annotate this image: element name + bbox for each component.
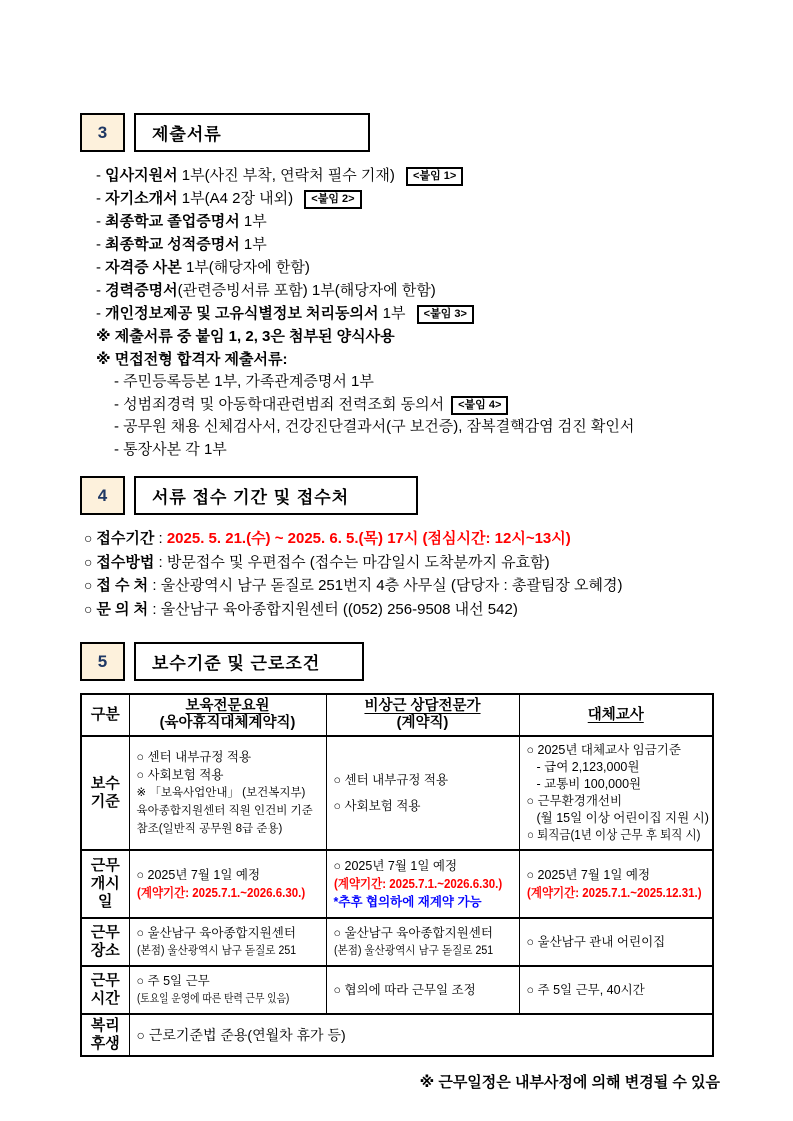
dash: - [96,167,106,184]
cell-line: ○ 협의에 따라 근무일 조정 [333,983,476,997]
item-detail: (관련증빙서류 포함) 1부(해당자에 한함) [177,282,436,299]
place-cell-counselor [326,918,519,966]
row-label-start-date [81,850,129,918]
cell-line: ○ 사회보험 적용 [333,799,421,813]
column-title: 보육전문요원 [185,698,270,714]
row-label-pay [81,736,129,850]
row-label-work-place [81,918,129,966]
list-item [96,256,720,279]
separator: : [154,553,167,571]
label-line: 개시 [90,875,120,892]
cell-line: ○ 울산남구 관내 어린이집 [526,935,666,949]
cell-line: ○ 근로기준법 준용(연월차 휴가 등) [136,1027,346,1043]
reception-place-value: 울산광역시 남구 돋질로 251번지 4층 사무실 (담당자 : 총괄팀장 오혜경) [160,577,623,594]
list-item: - 공무원 채용 신체검사서, 건강진단결과서(구 보건증), 잠복결핵감염 검진 확인서 [114,418,635,435]
list-item [96,187,720,210]
cell-line: ○ 근무환경개선비 [526,794,623,808]
section-4-title: 서류 접수 기간 및 접수처 [134,476,418,515]
cell-line: ○ 2025년 7월 1일 예정 [333,859,458,873]
label-line: 보수 [90,775,120,792]
section-4-header [80,476,720,515]
reception-period-row [84,527,720,551]
section-3-header [80,113,720,152]
cell-line: (토요일 운영에 따른 탄력 근무 있음) [136,993,289,1005]
label-line: 근무 [90,857,120,874]
circle-bullet: ○ [84,577,97,593]
item-detail: 1부 [239,236,267,253]
label-line: 근무 [90,972,120,989]
note-attached-forms: ※ 제출서류 중 붙임 1, 2, 3은 첨부된 양식사용 [96,328,395,345]
place-cell-childcare-specialist [129,918,326,966]
work-place-row [81,918,713,966]
section-5-number-badge: 5 [80,642,125,681]
contract-period: (계약기간: 2025.7.1.~2026.6.30.) [136,886,305,900]
item-label: 최종학교 성적증명서 [105,236,240,253]
section-5-header [80,642,720,681]
dash: - [96,305,106,322]
welfare-cell [129,1014,713,1056]
cell-line: ○ 2025년 7월 1일 예정 [136,868,261,882]
cell-line: (월 15일 이상 어린이집 지원 시) [536,811,709,825]
row-label: 접 수 처 [96,577,149,594]
contract-period: (계약기간: 2025.7.1.~2025.12.31.) [526,886,702,900]
row-label-work-hours [81,966,129,1014]
column-subtitle: (계약직) [396,715,449,731]
list-item [96,164,720,187]
column-header-childcare-specialist [129,694,326,736]
column-subtitle: (육아휴직대체계약직) [159,715,296,731]
row-label-welfare [81,1014,129,1056]
cell-line: ○ 센터 내부규정 적용 [333,773,449,787]
note-interview-passers: ※ 면접전형 합격자 제출서류: [96,351,288,368]
reception-place-row [84,574,720,598]
schedule-change-note: ※ 근무일정은 내부사정에 의해 변경될 수 있음 [419,1074,720,1091]
item-label: 개인정보제공 및 고유식별정보 처리동의서 [105,305,379,322]
start-date-row [81,850,713,918]
cell-line: (본점) 울산광역시 남구 돋질로 251 [136,945,296,957]
item-detail: 1부(A4 2장 내외) [177,190,298,207]
hours-cell-childcare-specialist [129,966,326,1014]
list-item [114,394,720,417]
work-hours-row [81,966,713,1014]
column-header-substitute-teacher [519,694,713,736]
cell-line: ○ 울산남구 육아종합지원센터 [333,926,493,940]
item-label: 자기소개서 [105,190,178,207]
list-item [96,302,720,325]
pay-standard-row [81,736,713,850]
row-label: 접수방법 [96,553,155,571]
attachment-tag-1: <붙임 1> [406,167,463,186]
section-3-number-badge: 3 [80,113,125,152]
list-item [96,233,720,256]
label-line: 후생 [90,1035,120,1052]
cell-line: ○ 퇴직금(1년 이상 근무 후 퇴직 시) [526,828,700,842]
item-label: 입사지원서 [105,167,178,184]
column-header-counselor [326,694,519,736]
row-label: 문 의 처 [96,600,149,618]
attachment-tag-3: <붙임 3> [417,305,474,324]
dash: - [96,282,106,299]
separator: : [148,600,161,618]
cell-line: (본점) 울산광역시 남구 돋질로 251 [333,945,493,957]
list-item: - 주민등록등본 1부, 가족관계증명서 1부 [114,373,374,390]
column-title: 비상근 상담전문가 [364,698,481,714]
interview-document-list [96,371,720,461]
circle-bullet: ○ [84,553,97,570]
cell-line: ※ 「보육사업안내」 (보건복지부) 육아종합지원센터 직원 인건비 기준 참조(일반직 공무원 8급 준용) [136,787,313,835]
circle-bullet: ○ [84,530,97,546]
label-line: 기준 [90,793,120,810]
item-detail: 1부 [239,213,267,230]
contract-period: (계약기간: 2025.7.1.~2026.6.30.) [333,877,502,891]
start-cell-counselor [326,850,519,918]
corner-header: 구분 [81,694,129,736]
list-item: - 통장사본 각 1부 [114,440,227,458]
pay-cell-counselor [326,736,519,850]
inquiry-contact-row [84,598,720,622]
item-detail: - 성범죄경력 및 아동학대관련범죄 전력조회 동의서 [114,395,445,413]
cell-line: ○ 주 5일 근무, 40시간 [526,983,645,997]
item-detail: 1부(사진 부착, 연락처 필수 기재) [177,167,400,184]
cell-line: ○ 센터 내부규정 적용 [136,750,252,764]
table-header-row [81,694,713,736]
attachment-tag-2: <붙임 2> [304,190,361,209]
dash: - [96,259,106,276]
row-label: 접수기간 [96,530,155,547]
reception-info-list [80,527,720,621]
separator: : [148,577,161,594]
item-label: 자격증 사본 [105,259,182,276]
cell-line: - 급여 2,123,000원 [536,760,640,774]
hours-cell-counselor [326,966,519,1014]
submission-document-list [80,164,720,461]
reception-method-value: 방문접수 및 우편접수 (접수는 마감일시 도착분까지 유효함) [166,553,550,571]
start-cell-childcare-specialist [129,850,326,918]
cell-line: ○ 2025년 7월 1일 예정 [526,868,651,882]
column-title: 대체교사 [587,706,644,723]
dash: - [96,236,106,253]
label-line: 장소 [90,942,120,959]
attachment-tag-4: <붙임 4> [451,396,508,415]
label-line: 복리 [90,1017,120,1034]
cell-line: ○ 사회보험 적용 [136,768,224,782]
label-line: 근무 [90,924,120,941]
hours-cell-substitute-teacher [519,966,713,1014]
inquiry-contact-value: 울산남구 육아종합지원센터 ((052) 256-9508 내선 542) [160,600,518,618]
dash: - [96,190,106,207]
section-4-number-badge: 4 [80,476,125,515]
cell-line: - 교통비 100,000원 [536,777,642,791]
reception-period-value: 2025. 5. 21.(수) ~ 2025. 6. 5.(목) 17시 (점심시간: 12시~13시) [166,530,571,547]
dash: - [96,213,106,230]
welfare-row [81,1014,713,1056]
list-item [96,279,720,302]
cell-line: ○ 2025년 대체교사 임금기준 [526,743,681,757]
item-detail: 1부(해당자에 한함) [181,259,310,276]
renewal-note: *추후 협의하에 재계약 가능 [333,895,482,909]
list-item [96,210,720,233]
place-cell-substitute-teacher [519,918,713,966]
separator: : [154,530,167,547]
section-5-title: 보수기준 및 근로조건 [134,642,364,681]
cell-line: ○ 주 5일 근무 [136,974,210,988]
reception-method-row [84,551,720,575]
item-label: 경력증명서 [105,282,178,299]
start-cell-substitute-teacher [519,850,713,918]
section-3-title: 제출서류 [134,113,370,152]
item-detail: 1부 [378,305,410,322]
pay-cell-childcare-specialist [129,736,326,850]
cell-line: ○ 울산남구 육아종합지원센터 [136,926,296,940]
pay-cell-substitute-teacher [519,736,713,850]
label-line: 일 [98,893,113,910]
item-label: 최종학교 졸업증명서 [105,213,240,230]
label-line: 시간 [90,990,120,1007]
circle-bullet: ○ [84,600,97,617]
working-conditions-table [80,693,714,1057]
